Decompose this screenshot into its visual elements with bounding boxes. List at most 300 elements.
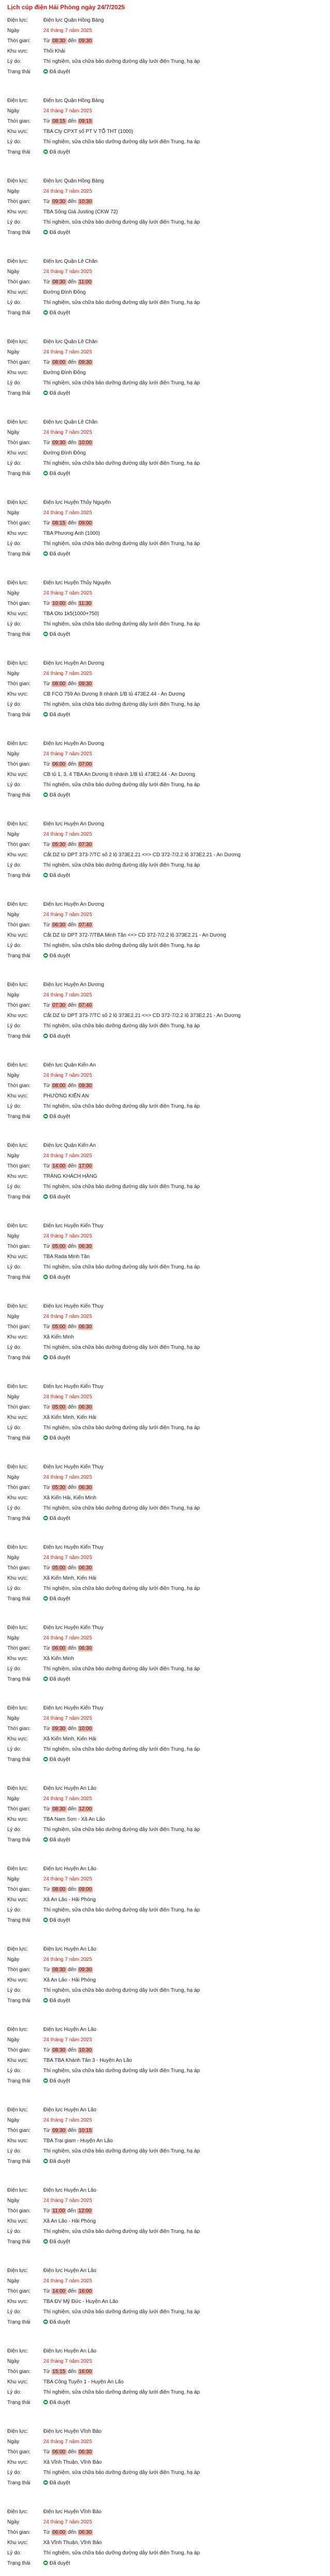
reason-row [7, 1986, 325, 1996]
power-label: Điện lực: [7, 660, 28, 666]
end-time: 09:15 [78, 118, 92, 124]
area-label: Khu vực: [7, 2218, 28, 2224]
status-row [7, 2237, 325, 2247]
reason-label: Lý do: [7, 59, 22, 64]
area-label: Khu vực: [7, 1656, 28, 1662]
day-row [7, 990, 325, 1001]
area-value: Cắt DZ từ DPT 373-7/TC số 2 lộ 373E2.21 <=> CD 372-7/2.2 lộ 373E2.21 - An Dương [43, 1013, 241, 1019]
power-label: Điện lực: [7, 2509, 28, 2515]
area-row [7, 689, 325, 700]
notice-card [7, 1943, 325, 2024]
from-word: Từ [43, 1083, 50, 1089]
day-row [7, 106, 325, 116]
start-time: 05:00 [52, 1404, 65, 1410]
reason-label: Lý do: [7, 1666, 22, 1672]
time-value [43, 438, 325, 448]
to-word: đến [67, 2208, 76, 2214]
time-row [7, 1161, 325, 1172]
power-row [7, 658, 325, 669]
end-time: 06:30 [78, 1404, 92, 1410]
power-label: Điện lực: [7, 2348, 28, 2354]
area-row [7, 207, 325, 217]
time-row [7, 1885, 325, 1895]
power-label: Điện lực: [7, 2429, 28, 2434]
status-row [7, 630, 325, 640]
status-value [43, 1674, 325, 1685]
power-row [7, 176, 325, 187]
time-row [7, 920, 325, 930]
power-row [7, 498, 325, 508]
time-row [7, 2367, 325, 2377]
day-row [7, 2035, 325, 2045]
status-text: Đã duyệt [50, 1275, 71, 1280]
to-word: đến [68, 761, 77, 767]
end-time: 09:30 [78, 1083, 92, 1089]
reason-value: Thí nghiệm, sửa chữa bảo dưỡng đường dây lưới điện Trung, hạ áp [43, 1586, 200, 1591]
reason-value: Thí nghiệm, sửa chữa bảo dưỡng đường dây lưới điện Trung, hạ áp [43, 541, 200, 547]
power-value: Điện lực Huyện Thủy Nguyên [43, 500, 111, 505]
power-value: Điện lực Huyện An Dương [43, 660, 104, 666]
time-value [43, 1161, 325, 1172]
notice-card [7, 1461, 325, 1541]
reason-row [7, 1182, 325, 1192]
area-label: Khu vực: [7, 450, 28, 456]
power-value: Điện lực Huyện An Lão [43, 2027, 96, 2032]
from-word: Từ [43, 922, 50, 928]
area-value: Xã Kiến Minh, Kiến Hải [43, 1736, 96, 1742]
status-text: Đã duyệt [50, 632, 71, 637]
start-time: 08:15 [52, 520, 65, 526]
from-word: Từ [43, 279, 50, 285]
status-label: Trạng thái [7, 1676, 30, 1682]
area-value: Thôi Khải [43, 48, 65, 54]
reason-value: Thí nghiệm, sửa chữa bảo dưỡng đường dây lưới điện Trung, hạ áp [43, 1104, 200, 1109]
time-value [43, 2126, 325, 2136]
check-circle-icon [43, 2319, 48, 2324]
area-value: Xã Vĩnh Thuận, Vĩnh Bảo [43, 2540, 102, 2546]
time-row [7, 599, 325, 609]
status-row [7, 1674, 325, 1685]
notice-card [7, 1541, 325, 1622]
area-row [7, 609, 325, 619]
power-row [7, 1462, 325, 1472]
power-row [7, 1141, 325, 1151]
notice-list [7, 14, 325, 2576]
day-value: 24 tháng 7 năm 2025 [43, 992, 92, 998]
status-label: Trạng thái [7, 1918, 30, 1923]
day-label: Ngày [7, 349, 20, 355]
day-row [7, 1231, 325, 1242]
time-value [43, 277, 325, 287]
status-text: Đã duyệt [50, 69, 71, 75]
to-word: đến [68, 1244, 77, 1249]
time-label: Thời gian: [7, 922, 30, 928]
status-label: Trạng thái [7, 149, 30, 155]
status-text: Đã duyệt [50, 1676, 71, 1682]
area-row [7, 448, 325, 459]
power-label: Điện lực: [7, 18, 28, 23]
check-circle-icon [43, 873, 48, 877]
end-time: 10:00 [78, 440, 92, 446]
power-label: Điện lực: [7, 178, 28, 184]
status-label: Trạng thái [7, 1998, 30, 2004]
end-time: 06:30 [78, 1485, 92, 1490]
day-label: Ngày [7, 1475, 20, 1480]
power-value: Điện lực Huyện An Lão [43, 2348, 96, 2354]
reason-row [7, 459, 325, 469]
time-row [7, 679, 325, 689]
time-row [7, 1081, 325, 1091]
from-word: Từ [43, 1163, 50, 1169]
area-label: Khu vực: [7, 1575, 28, 1581]
reason-value: Thí nghiệm, sửa chữa bảo dưỡng đường dây lưới điện Trung, hạ áp [43, 2068, 200, 2074]
power-value: Điện lực Huyện An Lão [43, 2268, 96, 2274]
to-word: đến [68, 2369, 77, 2375]
notice-card [7, 2265, 325, 2345]
time-label: Thời gian: [7, 38, 30, 44]
area-row [7, 127, 325, 137]
to-word: đến [68, 1163, 77, 1169]
day-value: 24 tháng 7 năm 2025 [43, 1233, 92, 1239]
area-label: Khu vực: [7, 290, 28, 295]
area-row [7, 1011, 325, 1021]
check-circle-icon [43, 551, 48, 556]
status-row [7, 2478, 325, 2488]
start-time: 08:00 [52, 1887, 65, 1892]
area-label: Khu vực: [7, 1495, 28, 1501]
status-text: Đã duyệt [50, 953, 71, 959]
area-row [7, 529, 325, 539]
notice-card [7, 416, 325, 497]
reason-row [7, 941, 325, 951]
area-label: Khu vực: [7, 531, 28, 536]
start-time: 14:00 [52, 2289, 65, 2294]
reason-label: Lý do: [7, 1425, 22, 1431]
power-label: Điện lực: [7, 339, 28, 345]
end-time: 09:00 [78, 1887, 92, 1892]
status-text: Đã duyệt [50, 1194, 71, 1200]
check-circle-icon [43, 1435, 48, 1440]
time-row [7, 358, 325, 368]
day-label: Ngày [7, 430, 20, 435]
time-value [43, 2528, 325, 2538]
notice-card [7, 2426, 325, 2506]
time-row [7, 197, 325, 207]
power-label: Điện lực: [7, 1786, 28, 1791]
time-row [7, 1643, 325, 1654]
status-row [7, 1192, 325, 1202]
reason-value: Thí nghiệm, sửa chữa bảo dưỡng đường dây lưới điện Trung, hạ áp [43, 1264, 200, 1270]
time-label: Thời gian: [7, 1806, 30, 1812]
start-time: 06:00 [52, 1646, 65, 1651]
time-label: Thời gian: [7, 1404, 30, 1410]
reason-label: Lý do: [7, 2229, 22, 2234]
end-time: 07:00 [78, 761, 92, 767]
day-value: 24 tháng 7 năm 2025 [43, 590, 92, 596]
time-label: Thời gian: [7, 1003, 30, 1008]
end-time: 07:30 [78, 842, 92, 848]
power-row [7, 1623, 325, 1633]
time-label: Thời gian: [7, 761, 30, 767]
day-value: 24 tháng 7 năm 2025 [43, 2278, 92, 2284]
reason-value: Thí nghiệm, sửa chữa bảo dưỡng đường dây lưới điện Trung, hạ áp [43, 2229, 200, 2234]
start-time: 06:00 [52, 761, 65, 767]
power-row [7, 2266, 325, 2276]
to-word: đến [68, 2289, 77, 2294]
start-time: 08:30 [52, 2047, 65, 2053]
power-row [7, 2185, 325, 2196]
time-row [7, 1724, 325, 1734]
notice-card [7, 738, 325, 818]
reason-value: Thí nghiệm, sửa chữa bảo dưỡng đường dây lưới điện Trung, hạ áp [43, 1505, 200, 1511]
status-text: Đã duyệt [50, 2159, 71, 2164]
area-value: TBA Công Tuyến 1 - Huyện An Lão [43, 2379, 124, 2385]
status-label: Trạng thái [7, 2561, 30, 2566]
power-label: Điện lực: [7, 259, 28, 264]
time-row [7, 277, 325, 287]
day-value: 24 tháng 7 năm 2025 [43, 2519, 92, 2525]
end-time: 17:00 [78, 1163, 92, 1169]
area-label: Khu vực: [7, 1174, 28, 1179]
notice-card [7, 818, 325, 899]
status-label: Trạng thái [7, 1516, 30, 1521]
day-row [7, 1553, 325, 1563]
reason-label: Lý do: [7, 1264, 22, 1270]
reason-row [7, 298, 325, 308]
area-label: Khu vực: [7, 1013, 28, 1019]
area-label: Khu vực: [7, 370, 28, 376]
status-value [43, 2317, 325, 2328]
reason-value: Thí nghiệm, sửa chữa bảo dưỡng đường dây lưới điện Trung, hạ áp [43, 702, 200, 707]
day-label: Ngày [7, 1394, 20, 1400]
power-row [7, 337, 325, 347]
to-word: đến [68, 2128, 77, 2133]
reason-row [7, 2307, 325, 2317]
reason-row [7, 1101, 325, 1112]
area-row [7, 1413, 325, 1423]
status-value [43, 469, 325, 479]
check-circle-icon [43, 2400, 48, 2404]
notice-card [7, 2345, 325, 2426]
notice-card [7, 2506, 325, 2576]
area-value: Xã An Lão - Hải Phòng [43, 1977, 96, 1983]
power-label: Điện lực: [7, 1545, 28, 1550]
area-value: TBA Phương Anh (1000) [43, 531, 100, 536]
time-value [43, 2206, 325, 2216]
time-row [7, 116, 325, 127]
to-word: đến [68, 1485, 77, 1490]
time-value [43, 1804, 325, 1815]
day-label: Ngày [7, 1314, 20, 1319]
time-label: Thời gian: [7, 2047, 30, 2053]
reason-value: Thí nghiệm, sửa chữa bảo dưỡng đường dây lưới điện Trung, hạ áp [43, 2389, 200, 2395]
time-row [7, 1965, 325, 1975]
power-label: Điện lực: [7, 2188, 28, 2193]
time-label: Thời gian: [7, 440, 30, 446]
time-value [43, 2367, 325, 2377]
status-text: Đã duyệt [50, 792, 71, 798]
check-circle-icon [43, 632, 48, 636]
time-label: Thời gian: [7, 1083, 30, 1089]
power-label: Điện lực: [7, 419, 28, 425]
power-value: Điện lực Quận Hồng Bàng [43, 98, 104, 104]
end-time: 10:15 [78, 2128, 92, 2133]
reason-label: Lý do: [7, 1827, 22, 1833]
area-label: Khu vực: [7, 1817, 28, 1822]
status-value [43, 1031, 325, 1042]
check-circle-icon [43, 1194, 48, 1199]
notice-card [7, 1863, 325, 1943]
power-value: Điện lực Huyện An Dương [43, 741, 104, 747]
power-value: Điện lực Huyện An Lão [43, 1946, 96, 1952]
time-label: Thời gian: [7, 360, 30, 365]
notice-card [7, 2184, 325, 2265]
status-label: Trạng thái [7, 1355, 30, 1361]
to-word: đến [68, 681, 77, 687]
time-value [43, 920, 325, 930]
area-value: TBA Cty CPXT số PT V TỔ THT (1000) [43, 129, 134, 134]
time-row [7, 2528, 325, 2538]
from-word: Từ [43, 1324, 50, 1330]
area-value: Xã Kiến Minh [43, 1656, 74, 1662]
time-value [43, 518, 325, 529]
power-label: Điện lực: [7, 1223, 28, 1229]
to-word: đến [68, 1324, 77, 1330]
power-value: Điện lực Huyện Thủy Nguyên [43, 580, 111, 586]
reason-label: Lý do: [7, 621, 22, 627]
reason-label: Lý do: [7, 1505, 22, 1511]
reason-row [7, 1905, 325, 1916]
day-row [7, 910, 325, 920]
reason-row [7, 2548, 325, 2558]
start-time: 08:00 [52, 360, 65, 365]
status-text: Đã duyệt [50, 391, 71, 396]
check-circle-icon [43, 953, 48, 958]
power-row [7, 1703, 325, 1714]
day-value: 24 tháng 7 năm 2025 [43, 1073, 92, 1078]
day-label: Ngày [7, 1876, 20, 1882]
time-row [7, 438, 325, 448]
power-row [7, 1944, 325, 1955]
day-row [7, 1874, 325, 1885]
day-row [7, 1794, 325, 1804]
time-value [43, 1724, 325, 1734]
status-row [7, 1916, 325, 1926]
from-word: Từ [43, 2449, 50, 2455]
status-value [43, 549, 325, 560]
status-text: Đã duyệt [50, 2078, 71, 2084]
from-word: Từ [43, 1887, 50, 1892]
area-row [7, 930, 325, 941]
status-value [43, 147, 325, 158]
status-value [43, 1835, 325, 1845]
start-time: 08:00 [52, 681, 65, 687]
power-label: Điện lực: [7, 902, 28, 907]
status-value [43, 630, 325, 640]
reason-label: Lý do: [7, 1907, 22, 1913]
status-row [7, 1433, 325, 1444]
area-value: Xã An Lão - Hải Phòng [43, 2218, 96, 2224]
status-label: Trạng thái [7, 873, 30, 878]
notice-card [7, 95, 325, 175]
power-row [7, 1382, 325, 1392]
from-word: Từ [43, 761, 50, 767]
reason-row [7, 780, 325, 790]
notice-card [7, 1220, 325, 1300]
status-text: Đã duyệt [50, 2480, 71, 2486]
day-value: 24 tháng 7 năm 2025 [43, 1876, 92, 1882]
status-value [43, 2558, 325, 2569]
to-word: đến [68, 1404, 77, 1410]
area-value: TBA TBA Khánh Tân 3 - Huyện An Lão [43, 2058, 132, 2063]
reason-value: Thí nghiệm, sửa chữa bảo dưỡng đường dây lưới điện Trung, hạ áp [43, 219, 200, 225]
from-word: Từ [43, 842, 50, 848]
time-label: Thời gian: [7, 2128, 30, 2133]
area-value: Cắt DZ từ DPT 373-7/TC số 2 lộ 373E2.21 <=> CD 372-7/2.2 lộ 373E2.21 - An Dương [43, 852, 241, 858]
to-word: đến [68, 842, 77, 848]
notice-card [7, 175, 325, 256]
reason-label: Lý do: [7, 541, 22, 547]
area-label: Khu vực: [7, 2138, 28, 2144]
day-row [7, 428, 325, 438]
power-value: Điện lực Huyện An Lão [43, 1786, 96, 1791]
day-value: 24 tháng 7 năm 2025 [43, 1716, 92, 1721]
from-word: Từ [43, 1565, 50, 1571]
day-value: 24 tháng 7 năm 2025 [43, 2198, 92, 2204]
status-label: Trạng thái [7, 1033, 30, 1039]
start-time: 06:00 [52, 2449, 65, 2455]
time-row [7, 2045, 325, 2056]
reason-value: Thí nghiệm, sửa chữa bảo dưỡng đường dây lưới điện Trung, hạ áp [43, 1345, 200, 1350]
power-row [7, 1784, 325, 1794]
time-row [7, 759, 325, 770]
time-row [7, 840, 325, 850]
notice-card [7, 1622, 325, 1702]
area-label: Khu vực: [7, 1334, 28, 1340]
reason-value: Thí nghiệm, sửa chữa bảo dưỡng đường dây lưới điện Trung, hạ áp [43, 1666, 200, 1672]
status-text: Đã duyệt [50, 1998, 71, 2004]
from-word: Từ [43, 440, 50, 446]
reason-value: Thí nghiệm, sửa chữa bảo dưỡng đường dây lưới điện Trung, hạ áp [43, 2470, 200, 2476]
to-word: đến [68, 1726, 77, 1732]
area-row [7, 287, 325, 298]
status-value [43, 2237, 325, 2247]
area-row [7, 1332, 325, 1343]
status-label: Trạng thái [7, 953, 30, 959]
end-time: 12:00 [78, 2208, 92, 2214]
day-label: Ngày [7, 108, 20, 114]
to-word: đến [68, 2449, 77, 2455]
start-time: 08:30 [52, 1967, 65, 1973]
end-time: 09:30 [78, 681, 92, 687]
reason-label: Lý do: [7, 1345, 22, 1350]
reason-label: Lý do: [7, 2550, 22, 2556]
time-label: Thời gian: [7, 1324, 30, 1330]
status-value [43, 1353, 325, 1363]
day-label: Ngày [7, 2439, 20, 2445]
status-text: Đã duyệt [50, 2239, 71, 2245]
area-row [7, 2458, 325, 2468]
day-row [7, 669, 325, 679]
notice-card [7, 1381, 325, 1461]
to-word: đến [68, 279, 77, 285]
area-label: Khu vực: [7, 129, 28, 134]
check-circle-icon [43, 1596, 48, 1601]
power-label: Điện lực: [7, 1062, 28, 1068]
to-word: đến [68, 2530, 77, 2535]
day-value: 24 tháng 7 năm 2025 [43, 2439, 92, 2445]
time-label: Thời gian: [7, 520, 30, 526]
